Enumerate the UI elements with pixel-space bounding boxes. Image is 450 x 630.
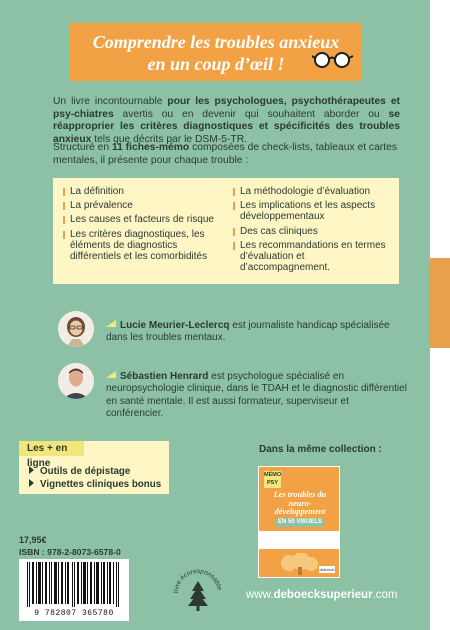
online-item-label: Outils de dépistage bbox=[40, 466, 131, 477]
list-item: Les critères diagnostiques, les éléments de diagnostics différentiels et les comorbidités bbox=[63, 229, 231, 263]
list-item: La prévalence bbox=[63, 200, 231, 211]
author-sebastien bbox=[106, 371, 408, 421]
list-item: Des cas cliniques bbox=[233, 226, 395, 237]
barcode bbox=[19, 559, 129, 621]
author-bio: est psychologue spécialisé en neuropsychologie clinique, dans le TDAH et le diagnostic différentiel en santé mentale. Il est aussi formateur, superviseur et conférencier. bbox=[106, 371, 407, 420]
fir-tree-icon bbox=[188, 581, 208, 611]
bullet-triangle-icon bbox=[106, 320, 116, 327]
publisher-logo: deboeck bbox=[319, 567, 335, 572]
collection-book-cover[interactable] bbox=[258, 466, 340, 578]
book-visuels-badge: EN 50 VISUELS bbox=[277, 519, 322, 525]
structure-text-1: Structuré en bbox=[53, 142, 112, 153]
intro-paragraph bbox=[53, 96, 400, 146]
intro-text-3: tels que décrits par le DSM-5-TR. bbox=[91, 133, 248, 145]
website-prefix: www. bbox=[246, 589, 274, 601]
barcode-digits: 9 782807 365780 bbox=[34, 609, 114, 618]
barcode-icon bbox=[19, 559, 129, 607]
price-label: 17,95€ bbox=[19, 535, 47, 545]
tree-icon bbox=[277, 553, 321, 575]
list-item: La définition bbox=[63, 186, 231, 197]
avatar bbox=[58, 311, 94, 347]
book-band bbox=[259, 531, 339, 549]
contents-column-left bbox=[63, 186, 231, 265]
spine-edge bbox=[430, 258, 450, 348]
author-lucie bbox=[106, 320, 406, 345]
glasses-icon bbox=[312, 52, 354, 68]
eco-label: livre écoresponsable bbox=[172, 567, 223, 594]
eco-responsible-badge bbox=[168, 559, 228, 619]
same-collection-label: Dans la même collection : bbox=[259, 444, 382, 455]
intro-bold-1: pour les psychologues, psychothérapeutes et psy-chiatres bbox=[53, 96, 400, 120]
structure-paragraph bbox=[53, 142, 400, 167]
list-item: Les recommandations en termes d’évaluation et d’accompagnement. bbox=[233, 240, 395, 274]
author-bio: est journaliste handicap spécialisée dans les troubles mentaux. bbox=[106, 320, 390, 344]
author-photo-icon bbox=[58, 311, 94, 347]
title-line-1: Comprendre les troubles anxieux bbox=[92, 32, 340, 52]
publisher-website-link[interactable] bbox=[246, 589, 397, 601]
online-extras-label: Les + en ligne bbox=[19, 441, 84, 456]
structure-text-2: composées de check-lists, tableaux et cartes mentales, il présente pour chaque trouble : bbox=[53, 142, 397, 166]
list-item: La méthodologie d’évaluation bbox=[233, 186, 395, 197]
online-item-label: Vignettes cliniques bonus bbox=[40, 479, 162, 490]
memo-text: MÉMO bbox=[264, 472, 282, 478]
intro-text-1: Un livre incontournable bbox=[53, 96, 168, 107]
memo-badge bbox=[264, 471, 281, 488]
intro-bold-2: se réapproprier les critères diagnostiques et spécificités des troubles anxieux bbox=[53, 108, 400, 145]
contents-column-right bbox=[233, 186, 395, 276]
list-item: Les implications et les aspects développementaux bbox=[233, 200, 395, 222]
website-tld: .com bbox=[372, 589, 398, 601]
book-title: Les troubles du neuro-développement bbox=[273, 490, 327, 517]
structure-bold: 11 fiches-mémo bbox=[111, 142, 190, 153]
avatar bbox=[58, 363, 94, 399]
author-name: Lucie Meurier-Leclercq bbox=[120, 320, 230, 331]
online-item bbox=[29, 479, 161, 490]
contents-box bbox=[53, 178, 399, 284]
memo-subtext: PSY bbox=[266, 480, 278, 486]
bullet-triangle-icon bbox=[106, 371, 116, 378]
website-domain: deboecksuperieur bbox=[273, 589, 373, 601]
author-name: Sébastien Henrard bbox=[120, 371, 209, 382]
title-line-2: en un coup d’œil ! bbox=[147, 54, 285, 74]
list-item: Les causes et facteurs de risque bbox=[63, 214, 231, 225]
isbn-label: ISBN : 978-2-8073-6578-0 bbox=[19, 547, 121, 557]
author-photo-icon bbox=[58, 363, 94, 399]
intro-text-2: avertis ou en devenir qui souhaitent aborder ou bbox=[113, 108, 389, 120]
arrow-right-icon bbox=[29, 479, 34, 487]
